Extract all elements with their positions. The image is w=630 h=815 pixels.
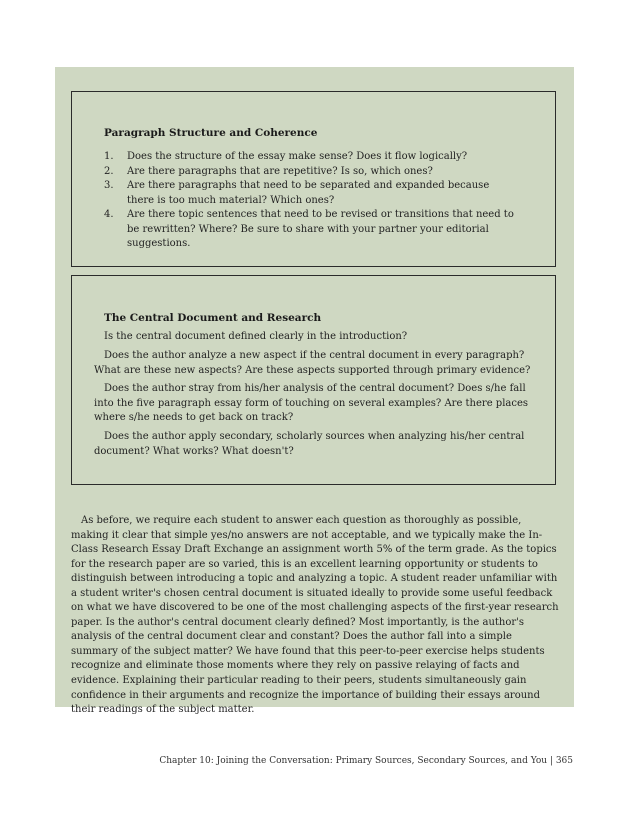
list-item: 1. Does the structure of the essay make sense? Does it flow logically? [104,151,468,162]
page-footer: Chapter 10: Joining the Conversation: Primary Sources, Secondary Sources, and You | 365 [159,756,573,766]
checklist-box-structure [71,91,556,267]
numbered-list [104,150,519,252]
list-item: 2. Are there paragraphs that are repetitive? Is so, which ones? [104,165,433,177]
question-text: Is the central document defined clearly in the introduction? [104,331,408,342]
body-paragraph: As before, we require each student to answer each question as thoroughly as possible, making it clear that simple yes/no answers are not acceptable, and we typically make the In-Class Research Essay Draft Exchange an assignment worth 5% of the term grade. As the topics for the research paper are so varied, this is an excellent learning opportunity or students to distinguish between introducing a topic and analyzing a topic. A student reader unfamiliar with a student writer's chosen central document is situated ideally to provide some useful feedback on what we have discovered to be one of the most challenging aspects of the first-year research paper. Is the author's central document clearly defined? Most importantly, is the author's analysis of the central document clear and constant? Does the author fall into a simple summary of the subject matter? We have found that this peer-to-peer exercise helps students recognize and eliminate those moments where they rely on passive relaying of facts and evidence. Explaining their particular reading to their peers, students simultaneously gain confidence in their arguments and recognize the importance of building their essays around their readings of the subject matter. [71,515,559,716]
question-text: Does the author analyze a new aspect if the central document in every paragraph? What are these new aspects? Are these aspects supported through primary evidence? [94,350,531,376]
box-title: The Central Document and Research [104,312,322,324]
question-text: Does the author stray from his/her analysis of the central document? Does s/he fall into the five paragraph essay form of touching on several examples? Are there places where s/he needs to get back on track? [94,383,529,423]
checklist-box-research [71,275,556,485]
list-item: 3. Are there paragraphs that need to be separated and expanded because there is too much material? Which ones? [104,180,490,206]
box-title: Paragraph Structure and Coherence [104,127,318,139]
question-text: Does the author apply secondary, scholarly sources when analyzing his/her central document? What works? What doesn't? [94,431,525,457]
list-item: 4. Are there topic sentences that need to be revised or transitions that need to be rewritten? Where? Be sure to share with your partner your editorial suggestions. [104,209,514,249]
content-panel [55,67,574,716]
